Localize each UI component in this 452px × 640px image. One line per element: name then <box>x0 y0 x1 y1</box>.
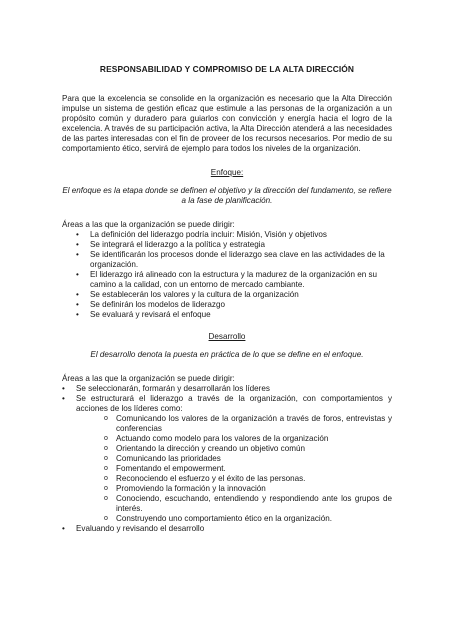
sublist-item: o Comunicando las prioridades <box>76 454 392 464</box>
desarrollo-heading: Desarrollo <box>208 332 246 341</box>
sublist-item: o Comunicando los valores de la organización a través de foros, entrevistas y conferencias <box>76 414 392 434</box>
desarrollo-list <box>62 384 392 534</box>
sublist-item: o Construyendo uno comportamiento ético en la organización. <box>76 514 392 524</box>
list-item: • La definición del liderazgo podría incluir: Misión, Visión y objetivos <box>62 230 392 240</box>
list-item: • Se identificarán los procesos donde el liderazgo sea clave en las actividades de la organización. <box>62 250 392 270</box>
sublist-item: o Reconociendo el esfuerzo y el éxito de las personas. <box>76 474 392 484</box>
document-page <box>62 64 392 534</box>
list-item: • Se integrará el liderazgo a la política y estrategia <box>62 240 392 250</box>
enfoque-definition: El enfoque es la etapa donde se definen el objetivo y la dirección del fundamento, se refiere a la fase de planificación. <box>62 186 392 205</box>
sublist-item: o Promoviendo la formación y la innovación <box>76 484 392 494</box>
desarrollo-areas-intro: Áreas a las que la organización se puede dirigir: <box>62 374 235 383</box>
list-item: • Se seleccionarán, formarán y desarrollarán los líderes <box>62 384 392 394</box>
sublist-item: o Orientando la dirección y creando un objetivo común <box>76 444 392 454</box>
enfoque-heading: Enfoque: <box>210 168 244 177</box>
list-item: • Evaluando y revisando el desarrollo <box>62 524 392 534</box>
list-item-text: Se estructurará el liderazgo a través de la organización, con comportamientos y acciones de los líderes como: <box>76 394 392 413</box>
list-item: • Se definirán los modelos de liderazgo <box>62 300 392 310</box>
document-title: RESPONSABILIDAD Y COMPROMISO DE LA ALTA DIRECCIÓN <box>99 64 355 74</box>
enfoque-list <box>62 230 392 320</box>
sublist-item: o Conociendo, escuchando, entendiendo y respondiendo ante los grupos de interés. <box>76 494 392 514</box>
list-item: • Se establecerán los valores y la cultura de la organización <box>62 290 392 300</box>
sublist-item: o Actuando como modelo para los valores de la organización <box>76 434 392 444</box>
intro-paragraph: Para que la excelencia se consolide en la organización es necesario que la Alta Dirección impulse un sistema de gestión eficaz que estimule a las personas de la organización a un propósito común y duradero para guiarlos con convicción y energía hacia el logro de la excelencia. A través de su participación activa, la Alta Dirección atenderá a las necesidades de las partes interesadas con el fin de proveer de los recursos necesarios. Por medio de su comportamiento ético, servirá de ejemplo para todos los niveles de la organización. <box>62 94 392 153</box>
desarrollo-definition: El desarrollo denota la puesta en práctica de lo que se define en el enfoque. <box>90 350 364 359</box>
list-item: • Se evaluará y revisará el enfoque <box>62 310 392 320</box>
desarrollo-sublist <box>76 414 392 524</box>
sublist-item: o Fomentando el empowerment. <box>76 464 392 474</box>
enfoque-areas-intro: Áreas a las que la organización se puede dirigir: <box>62 220 235 229</box>
list-item <box>62 394 392 524</box>
list-item: • El liderazgo irá alineado con la estructura y la madurez de la organización en su camino a la calidad, con un entorno de mercado cambiante. <box>62 270 392 290</box>
